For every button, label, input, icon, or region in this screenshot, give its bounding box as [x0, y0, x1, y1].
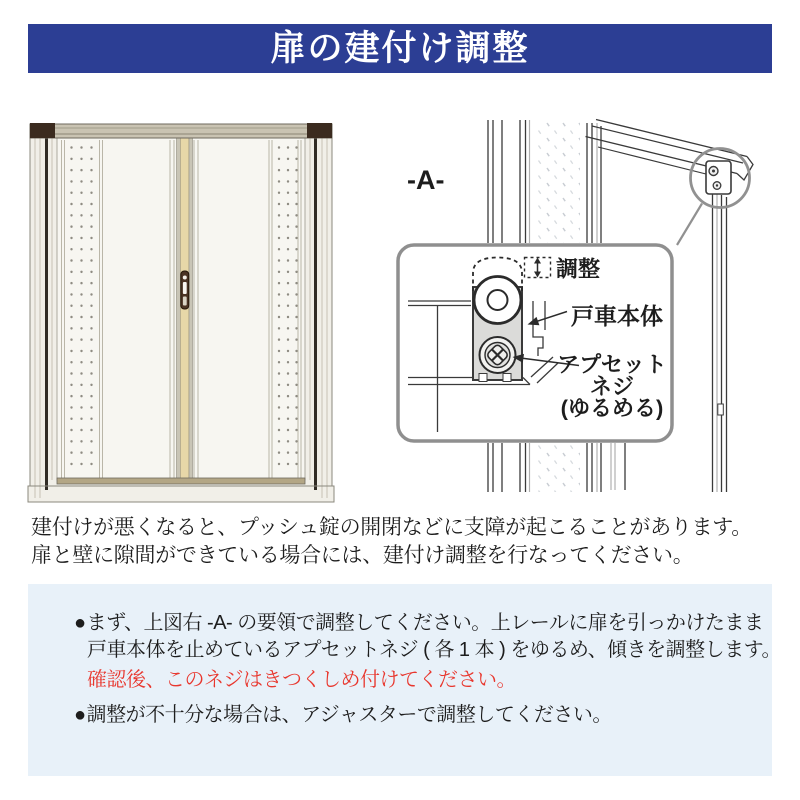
note-item-1 — [74, 610, 781, 694]
note1-line1: まず、上図右 -A- の要領で調整してください。上レールに扉を引っかけたまま — [86, 612, 764, 634]
note2-text: 調整が不十分な場合は、アジャスターで調整してください。 — [86, 704, 612, 726]
push-lock-handle — [181, 271, 189, 309]
door-base — [28, 486, 334, 502]
roller-detail-figure — [392, 105, 792, 515]
upset-screw — [480, 337, 516, 373]
adjust-label: 調整 — [556, 256, 601, 282]
top-rail-cap-right — [307, 123, 332, 138]
note1-warning: 確認後、このネジはきつくしめ付けてください。 — [87, 669, 516, 691]
page-title: 扉の建付け調整 — [28, 24, 772, 73]
roller-hub — [488, 290, 508, 310]
bullet-icon: ● — [74, 704, 86, 726]
roller-body-label: 戸車本体 — [571, 303, 663, 329]
screw-label-line1: アプセット — [557, 352, 667, 377]
section-label-a: -A- — [407, 165, 445, 195]
screw-label-line3: (ゆるめる) — [560, 395, 664, 421]
bullet-icon: ● — [74, 612, 86, 634]
meeting-stile-right — [189, 138, 193, 480]
callout-leader-line — [677, 204, 702, 246]
stile-latch-notch — [718, 404, 724, 415]
intro-paragraph — [31, 514, 783, 569]
door-edge-lines-top — [488, 120, 601, 243]
note-item-2 — [74, 702, 772, 729]
notes-box — [28, 584, 781, 776]
door-right-stile — [713, 193, 727, 492]
note1-line2: 戸車本体を止めているアプセットネジ ( 各 1 本 ) をゆるめ、傾きを調整します。 — [87, 639, 781, 661]
top-rail-cap-left — [30, 123, 55, 138]
intro-line1: 建付けが悪くなると、プッシュ錠の開閉などに支障が起こることがあります。 — [31, 516, 752, 539]
door-edge-lines-bottom — [488, 443, 625, 492]
intro-line2: 扉と壁に隙間ができている場合には、建付け調整を行なってください。 — [31, 543, 694, 567]
screw-label-line2: ネジ — [589, 374, 635, 399]
corner-roller-bracket — [706, 161, 731, 194]
door-front-figure — [25, 110, 340, 510]
meeting-stile-left — [177, 138, 181, 480]
bottom-rail — [57, 478, 305, 484]
top-rail — [30, 124, 332, 138]
